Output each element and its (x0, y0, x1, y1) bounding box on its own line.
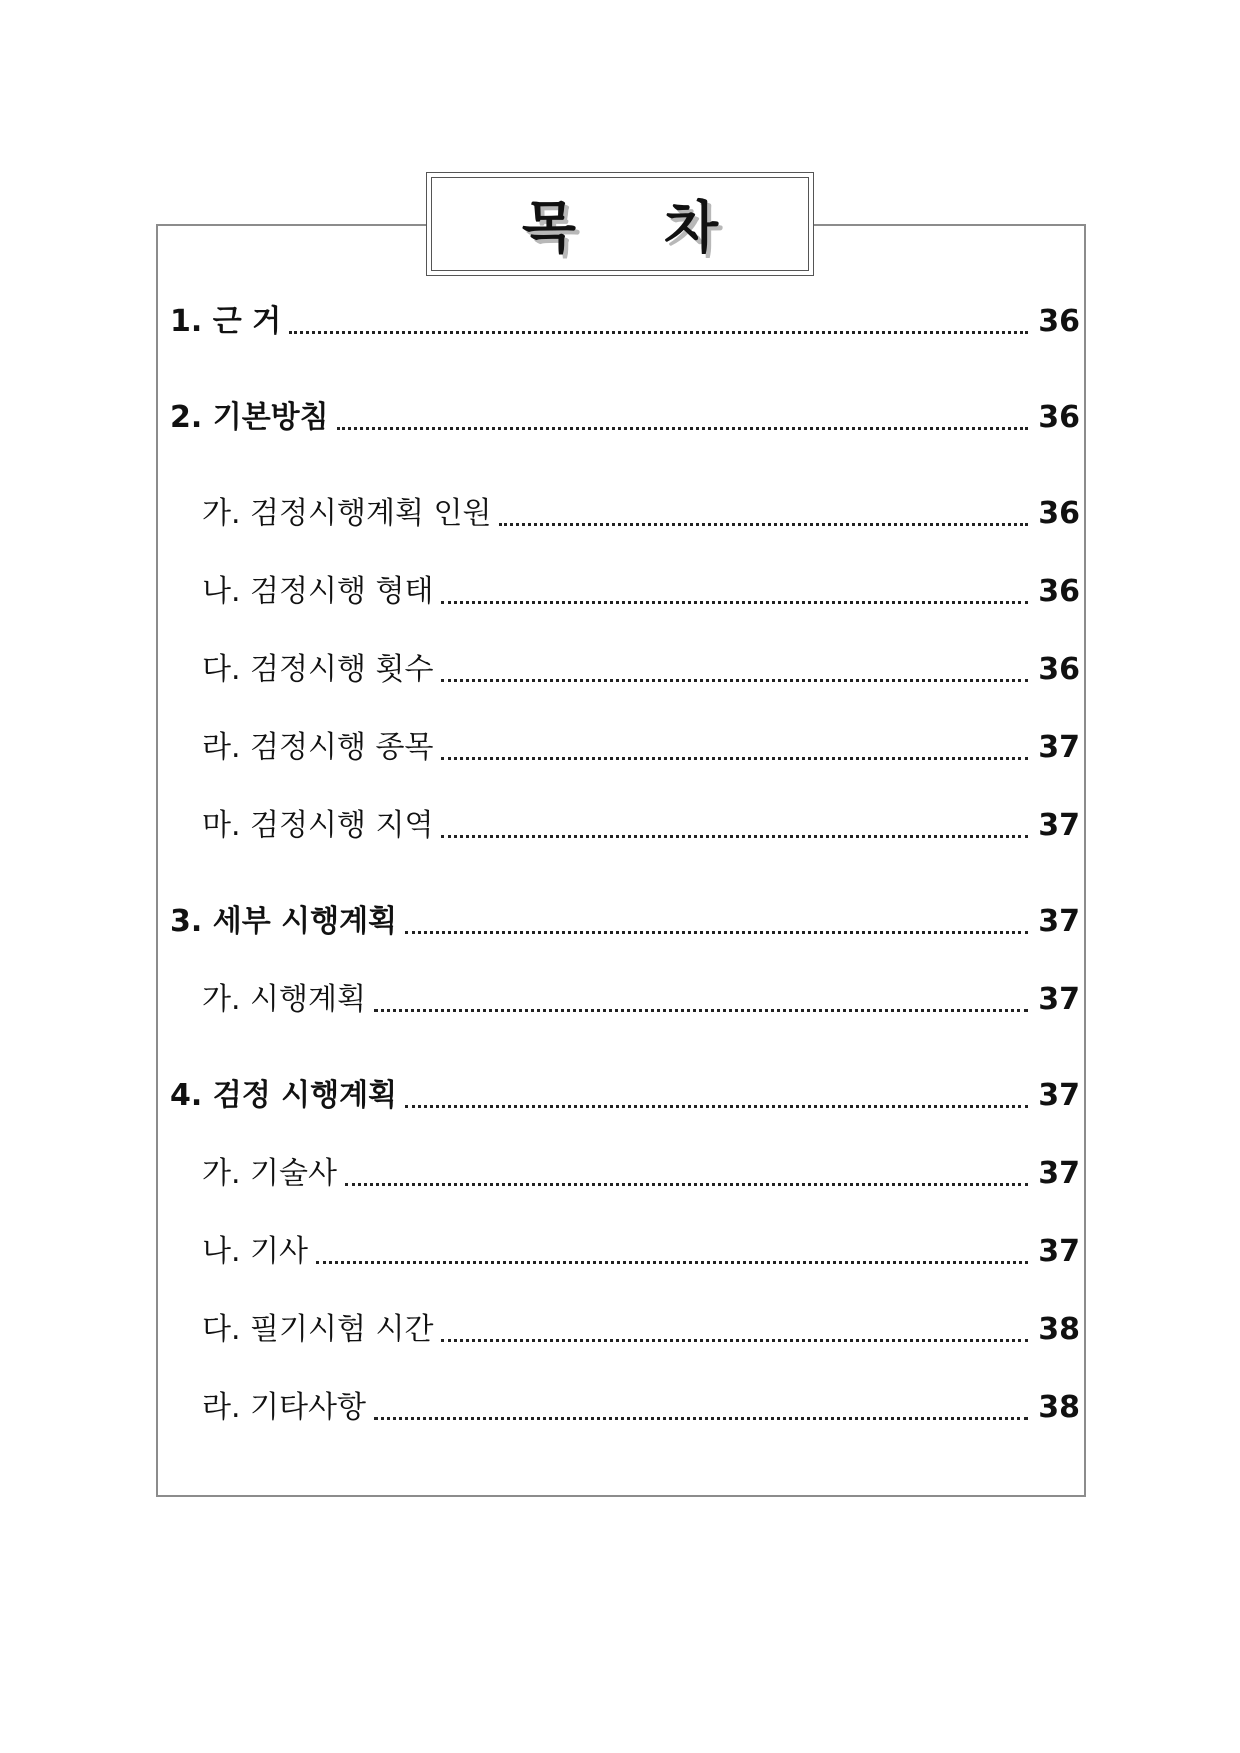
toc-entry-page: 38 (1038, 1312, 1080, 1347)
toc-entry-label: 나. 검정시행 형태 (202, 574, 434, 609)
title-char-1: 목 (521, 196, 576, 261)
title-box (426, 172, 814, 276)
toc-entry-page: 38 (1038, 1390, 1080, 1425)
toc-entry-label: 1. 근 거 (170, 304, 282, 339)
toc-entry-page: 37 (1038, 808, 1080, 843)
toc-entry[interactable] (202, 494, 1080, 534)
dot-leader (441, 835, 1028, 838)
toc-entry-label: 가. 검정시행계획 인원 (202, 496, 492, 531)
toc-entry-page: 36 (1038, 400, 1080, 435)
toc-entry-label: 가. 시행계획 (202, 982, 366, 1017)
dot-leader (405, 931, 1028, 934)
title-inner-border (431, 177, 809, 271)
toc-entry[interactable] (202, 806, 1080, 846)
toc-entry[interactable] (170, 302, 1080, 342)
toc-entry-page: 36 (1038, 574, 1080, 609)
toc-entry[interactable] (170, 902, 1080, 942)
dot-leader (337, 427, 1029, 430)
toc-entry[interactable] (202, 1310, 1080, 1350)
toc-entry[interactable] (170, 1076, 1080, 1116)
dot-leader (289, 331, 1028, 334)
toc-entry-label: 마. 검정시행 지역 (202, 808, 434, 843)
dot-leader (441, 601, 1028, 604)
toc-entry[interactable] (170, 398, 1080, 438)
toc-entry-label: 라. 기타사항 (202, 1390, 366, 1425)
toc-entry[interactable] (202, 728, 1080, 768)
toc-entry[interactable] (202, 1154, 1080, 1194)
toc-entry-page: 37 (1038, 1078, 1080, 1113)
toc-entry[interactable] (202, 980, 1080, 1020)
toc-entry[interactable] (202, 572, 1080, 612)
dot-leader (441, 679, 1028, 682)
toc-entry-page: 37 (1038, 1234, 1080, 1269)
dot-leader (499, 523, 1028, 526)
dot-leader (405, 1105, 1028, 1108)
dot-leader (374, 1417, 1028, 1420)
toc-entry[interactable] (202, 1232, 1080, 1272)
toc-entry-page: 36 (1038, 496, 1080, 531)
toc-entry[interactable] (202, 650, 1080, 690)
toc-entry-page: 37 (1038, 730, 1080, 765)
toc-entry-page: 37 (1038, 1156, 1080, 1191)
dot-leader (316, 1261, 1028, 1264)
toc-entry-label: 3. 세부 시행계획 (170, 904, 398, 939)
title-char-2: 차 (664, 196, 719, 261)
toc-entry-label: 나. 기사 (202, 1234, 309, 1269)
toc-entry-page: 36 (1038, 304, 1080, 339)
toc-entry-page: 36 (1038, 652, 1080, 687)
toc-entry-label: 다. 검정시행 횟수 (202, 652, 434, 687)
dot-leader (441, 757, 1028, 760)
toc-entry-label: 2. 기본방침 (170, 400, 329, 435)
toc-entry-label: 가. 기술사 (202, 1156, 337, 1191)
toc-entry-page: 37 (1038, 904, 1080, 939)
toc-entry[interactable] (202, 1388, 1080, 1428)
toc-entry-label: 다. 필기시험 시간 (202, 1312, 434, 1347)
dot-leader (441, 1339, 1028, 1342)
dot-leader (374, 1009, 1028, 1012)
dot-leader (345, 1183, 1028, 1186)
toc-entry-label: 4. 검정 시행계획 (170, 1078, 398, 1113)
toc-entry-label: 라. 검정시행 종목 (202, 730, 434, 765)
page-title (522, 184, 718, 264)
toc-entry-page: 37 (1038, 982, 1080, 1017)
